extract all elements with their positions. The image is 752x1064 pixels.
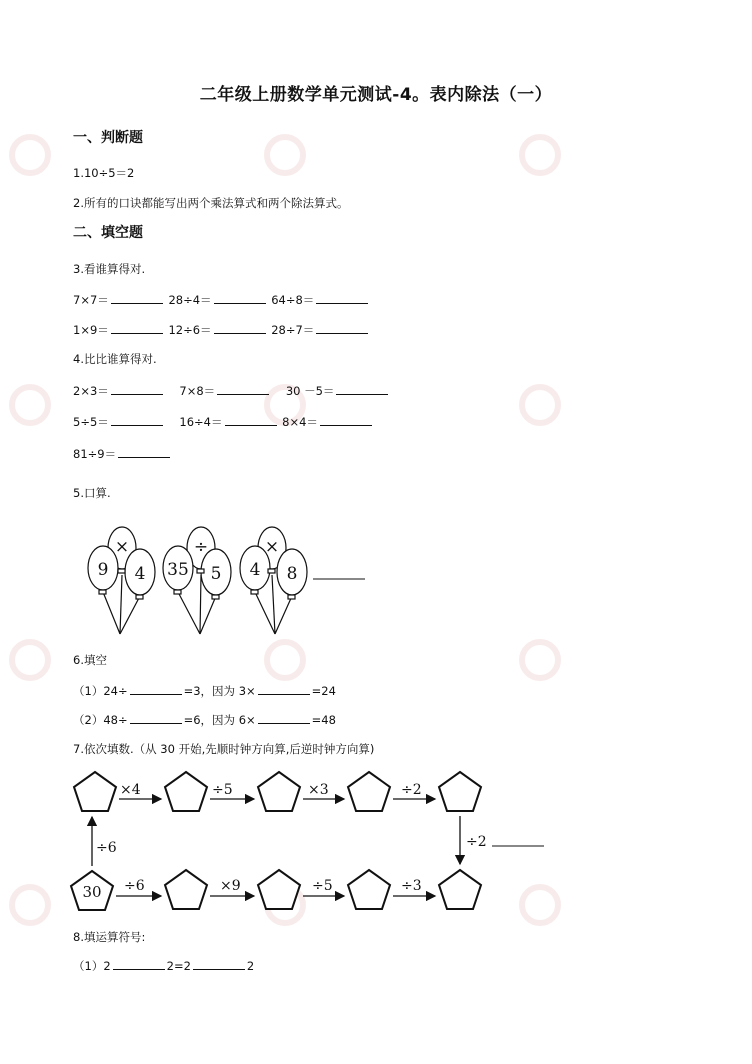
answer-blank[interactable]: [316, 293, 368, 304]
op-label: ×3: [308, 782, 329, 798]
balloons-figure: [80, 520, 380, 638]
answer-blank[interactable]: [336, 384, 388, 395]
question-6-label: 6.填空: [73, 653, 107, 667]
expr: =48: [311, 713, 336, 727]
op-label: ÷5: [312, 878, 333, 894]
pentagon: [74, 772, 116, 811]
expr: 28÷4＝: [168, 293, 212, 307]
answer-blank[interactable]: [193, 959, 245, 970]
expr: 1×9＝: [73, 323, 109, 337]
question-8-label: 8.填运算符号:: [73, 930, 146, 944]
expr: 2=2: [166, 959, 191, 973]
question-5-label: 5.口算.: [73, 486, 111, 500]
question-3-row-2: [73, 322, 370, 338]
expr: 8×4＝: [282, 415, 318, 429]
answer-blank[interactable]: [258, 684, 310, 695]
pentagon: [258, 772, 300, 811]
answer-blank[interactable]: [111, 384, 163, 395]
op-label: ×4: [120, 782, 141, 798]
page-title: 二年级上册数学单元测试-4。表内除法（一）: [199, 85, 553, 105]
expr: 12÷6＝: [168, 323, 212, 337]
balloon-number: 4: [249, 560, 261, 580]
pentagon: [348, 870, 390, 909]
op-label: ÷6: [124, 878, 145, 894]
op-label: ×9: [220, 878, 241, 894]
answer-blank[interactable]: [111, 323, 163, 334]
question-2: 2.所有的口诀都能写出两个乘法算式和两个除法算式。: [73, 196, 349, 210]
expr: （2）48÷: [73, 713, 128, 727]
answer-blank[interactable]: [214, 293, 266, 304]
pentagon: [439, 870, 481, 909]
expr: 7×7＝: [73, 293, 109, 307]
balloon-number: 35: [167, 560, 189, 580]
op-label: ÷3: [401, 878, 422, 894]
answer-blank[interactable]: [130, 684, 182, 695]
question-4-row-2: [73, 414, 374, 430]
answer-blank[interactable]: [316, 323, 368, 334]
expr: 64÷8＝: [271, 293, 315, 307]
answer-blank[interactable]: [214, 323, 266, 334]
answer-blank[interactable]: [320, 415, 372, 426]
op-label: ÷6: [96, 840, 117, 856]
answer-blank[interactable]: [225, 415, 277, 426]
expr: 2: [246, 959, 255, 973]
question-6-line-2: [73, 712, 336, 728]
answer-blank[interactable]: [111, 293, 163, 304]
balloon-number: 5: [210, 564, 222, 584]
question-4-row-3: [73, 446, 172, 462]
pentagon: [165, 772, 207, 811]
balloon-number: 9: [97, 560, 109, 580]
section-heading-judgement: 一、判断题: [73, 130, 143, 146]
answer-blank[interactable]: [217, 384, 269, 395]
question-4-row-1: [73, 383, 390, 399]
expr: 30 －5＝: [285, 384, 335, 398]
expr: 16÷4＝: [179, 415, 223, 429]
balloon-number: 8: [286, 564, 298, 584]
expr: 5÷5＝: [73, 415, 109, 429]
balloon-op: ÷: [193, 537, 209, 557]
op-label: ÷5: [212, 782, 233, 798]
expr: 7×8＝: [179, 384, 216, 398]
balloon-op: ×: [264, 537, 280, 557]
pentagon: [439, 772, 481, 811]
balloon-op: ×: [114, 537, 130, 557]
question-7-label: 7.依次填数.（从 30 开始,先顺时钟方向算,后逆时钟方向算): [73, 742, 375, 756]
balloon-number: 4: [134, 564, 146, 584]
expr: （1）24÷: [73, 684, 128, 698]
answer-blank[interactable]: [258, 713, 310, 724]
answer-blank[interactable]: [130, 713, 182, 724]
expr: =24: [311, 684, 336, 698]
section-heading-fill: 二、填空题: [73, 225, 143, 241]
answer-blank[interactable]: [118, 447, 170, 458]
answer-blank[interactable]: [111, 415, 163, 426]
expr: 2×3＝: [73, 384, 109, 398]
pentagon: [165, 870, 207, 909]
answer-blank[interactable]: [113, 959, 165, 970]
question-6-line-1: [73, 683, 336, 699]
start-number: 30: [82, 883, 102, 901]
op-label: ÷2: [466, 834, 487, 850]
op-label: ÷2: [401, 782, 422, 798]
expr: 28÷7＝: [271, 323, 315, 337]
expr: =3，因为 3×: [183, 684, 256, 698]
expr: =6，因为 6×: [183, 713, 256, 727]
question-3-label: 3.看谁算得对.: [73, 262, 146, 276]
pentagon: [348, 772, 390, 811]
expr: （1）2: [73, 959, 111, 973]
question-1: 1.10÷5＝2: [73, 166, 135, 180]
expr: 81÷9＝: [73, 447, 117, 461]
question-8-line-1: [73, 958, 254, 974]
question-3-row-1: [73, 292, 370, 308]
pentagon-diagram: [68, 766, 558, 916]
pentagon: [258, 870, 300, 909]
question-4-label: 4.比比谁算得对.: [73, 352, 157, 366]
